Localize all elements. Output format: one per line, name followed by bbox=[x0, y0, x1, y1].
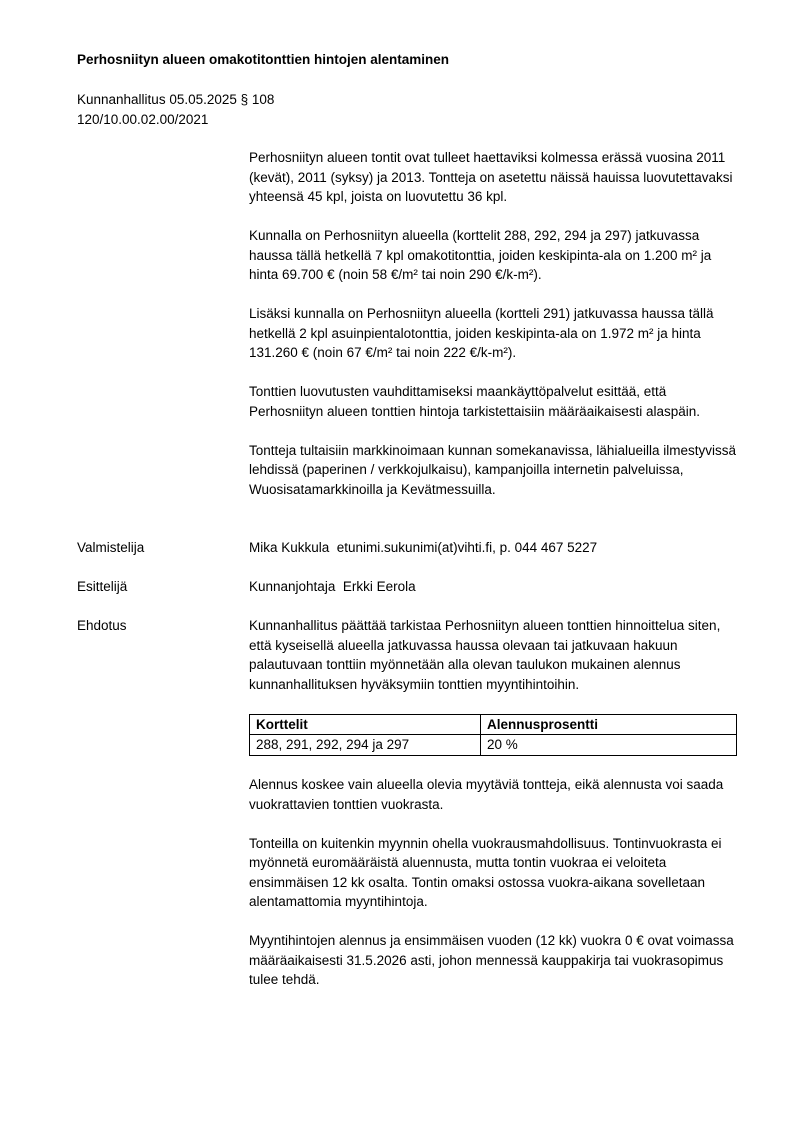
ehdotus-paragraph: Kunnanhallitus päättää tarkistaa Perhosniityn alueen tonttien hinnoittelua siten, että kyseisellä alueella jatkuvassa haussa olevaan tai jatkuvaan hakuun palautuvaan tonttiin myönnetään alla olevan taulukon mukainen alennus kunnanhallituksen hyväksymiin tonttien myyntihintoihin. bbox=[249, 618, 721, 692]
ehdotus-label: Ehdotus bbox=[77, 618, 127, 633]
table-cell: 20 % bbox=[481, 735, 737, 756]
ehdotus-paragraph: Alennus koskee vain alueella olevia myytäviä tontteja, eikä alennusta voi saada vuokrattavien tonttien vuokrasta. bbox=[249, 777, 724, 812]
table-header-row bbox=[250, 714, 737, 735]
ehdotus-content bbox=[249, 616, 739, 1009]
ehdotus-paragraph: Tonteilla on kuitenkin myynnin ohella vuokrausmahdollisuus. Tontinvuokrasta ei myönnetä euromääräistä aluennusta, mutta tontin vuokraa ei veloiteta ensimmäisen 12 kk osalta. Tontin omaksi ostossa vuokra-aikana sovelletaan alentamattomia myyntihintoja. bbox=[249, 835, 722, 909]
esittelija-label: Esittelijä bbox=[77, 579, 128, 594]
intro-paragraph: Tontteja tultaisiin markkinoimaan kunnan somekanavissa, lähialueilla ilmestyvissä lehdissä (paperinen / verkkojulkaisu), kampanjoilla internetin palveluissa, Wuosisatamarkkinoilla ja Kevätmessuilla. bbox=[249, 442, 736, 497]
valmistelija-label: Valmistelija bbox=[77, 540, 145, 555]
intro-paragraph: Kunnalla on Perhosniityn alueella (korttelit 288, 292, 294 ja 297) jatkuvassa haussa tällä hetkellä 7 kpl omakotitonttia, joiden keskipinta-ala on 1.200 m² ja hinta 69.700 € (noin 58 €/m² tai noin 290 €/k-m²). bbox=[249, 228, 712, 282]
intro-section bbox=[249, 148, 739, 519]
record-number: 120/10.00.02.00/2021 bbox=[77, 111, 209, 127]
table-header-cell: Korttelit bbox=[250, 714, 481, 735]
table-cell: 288, 291, 292, 294 ja 297 bbox=[250, 735, 481, 756]
intro-paragraph: Tonttien luovutusten vauhdittamiseksi maankäyttöpalvelut esittää, että Perhosniityn alueen tonttien hintoja tarkistettaisiin määräaikaisesti alaspäin. bbox=[249, 384, 701, 419]
esittelija-value: Kunnanjohtaja Erkki Eerola bbox=[249, 579, 416, 594]
meeting-reference: Kunnanhallitus 05.05.2025 § 108 bbox=[77, 92, 275, 107]
table-row bbox=[250, 735, 737, 756]
valmistelija-value: Mika Kukkula etunimi.sukunimi(at)vihti.fi, p. 044 467 5227 bbox=[249, 540, 598, 555]
intro-paragraph: Lisäksi kunnalla on Perhosniityn alueella (kortteli 291) jatkuvassa haussa tällä hetkellä 2 kpl asuinpientalotonttia, joiden keskipinta-ala on 1.972 m² ja hinta 131.260 € (noin 67 €/m² tai noin 222 €/k-m²). bbox=[249, 306, 714, 360]
ehdotus-paragraph: Myyntihintojen alennus ja ensimmäisen vuoden (12 kk) vuokra 0 € ovat voimassa määräaikaisesti 31.5.2026 asti, johon mennessä kauppakirja tai vuokrasopimus tulee tehdä. bbox=[249, 933, 734, 987]
discount-table bbox=[249, 714, 737, 756]
meeting-meta bbox=[77, 90, 274, 129]
table-header-cell: Alennusprosentti bbox=[481, 714, 737, 735]
document-title: Perhosniityn alueen omakotitonttien hintojen alentaminen bbox=[77, 52, 450, 67]
intro-paragraph: Perhosniityn alueen tontit ovat tulleet haettaviksi kolmessa erässä vuosina 2011 (kevät), 2011 (syksy) ja 2013. Tontteja on asetettu näissä hauissa luovutettavaksi yhteensä 45 kpl, joista on luovutettu 36 kpl. bbox=[249, 150, 733, 204]
